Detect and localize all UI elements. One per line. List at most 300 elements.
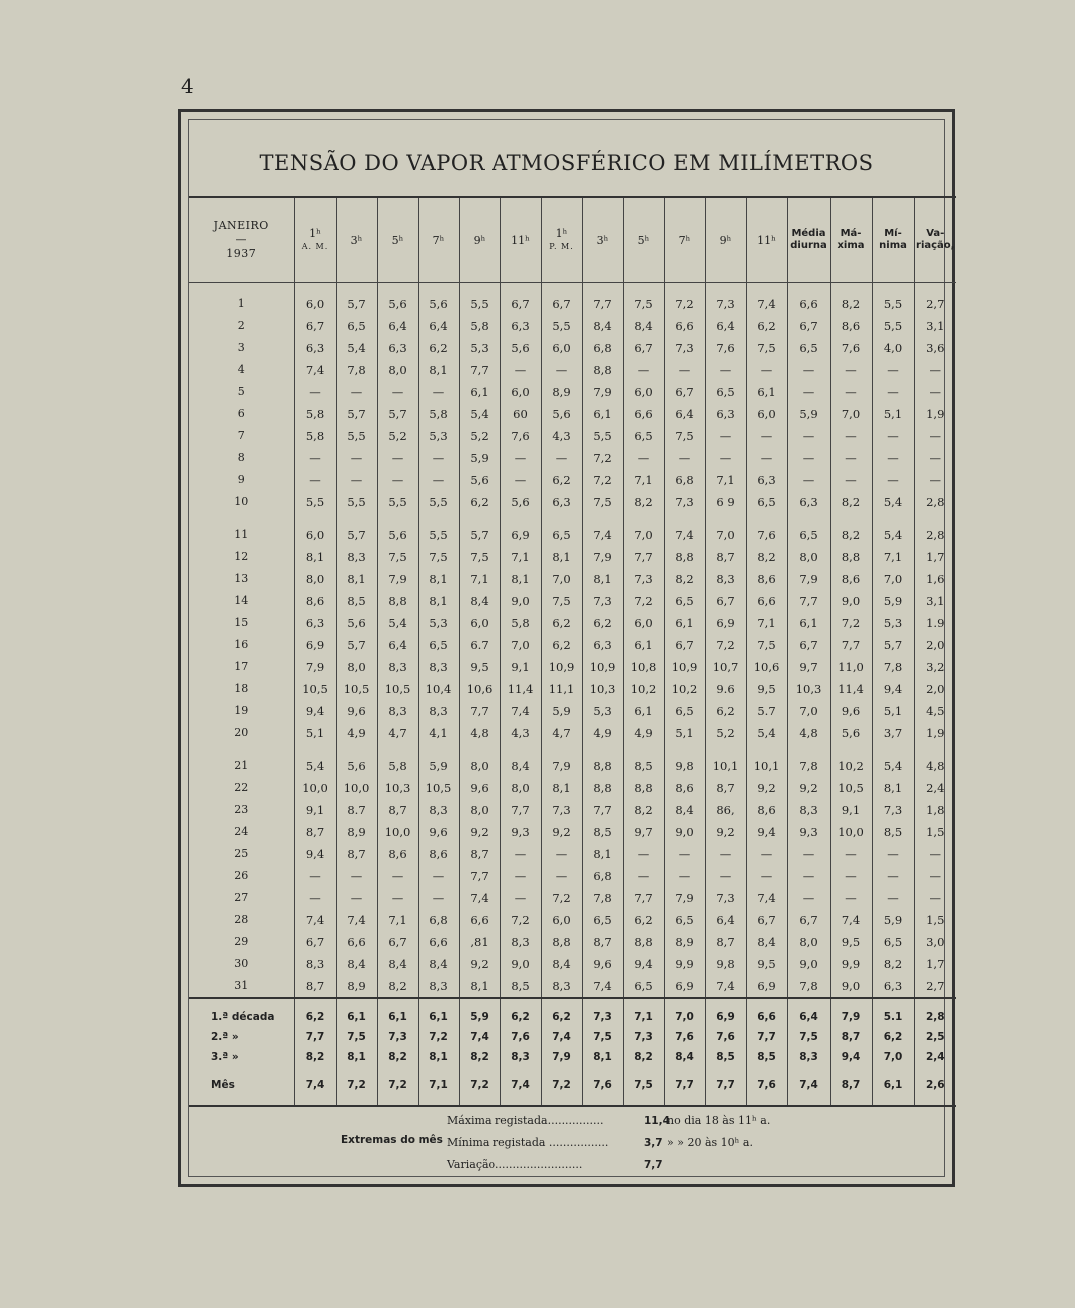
value-cell: — bbox=[705, 865, 746, 887]
vapor-tension-table bbox=[189, 196, 956, 1107]
value-cell: 5,6 bbox=[830, 722, 872, 744]
day-cell: 26 bbox=[234, 869, 249, 882]
value-cell: 1.9 bbox=[914, 612, 956, 634]
value-cell: — bbox=[787, 447, 830, 469]
value-cell: 7,6 bbox=[500, 425, 541, 447]
summary-value-cell: 7,5 bbox=[787, 1027, 830, 1047]
value-cell: — bbox=[418, 887, 459, 909]
table-row bbox=[189, 700, 956, 722]
summary-value-cell: 7,5 bbox=[336, 1027, 377, 1047]
table-row bbox=[189, 425, 956, 447]
day-cell: 16 bbox=[234, 638, 249, 651]
value-cell: — bbox=[500, 843, 541, 865]
table-row bbox=[189, 590, 956, 612]
summary-label: 2.ª » bbox=[211, 1031, 239, 1043]
value-cell: 6,2 bbox=[623, 909, 664, 931]
value-cell: 5,2 bbox=[705, 722, 746, 744]
table-row bbox=[189, 568, 956, 590]
day-cell: 30 bbox=[234, 957, 249, 970]
value-cell: 86, bbox=[705, 799, 746, 821]
table-row bbox=[189, 909, 956, 931]
value-cell: — bbox=[787, 425, 830, 447]
value-cell: 7,1 bbox=[872, 546, 914, 568]
value-cell: — bbox=[500, 887, 541, 909]
column-header bbox=[623, 197, 664, 283]
value-cell: 6,5 bbox=[623, 975, 664, 998]
value-cell: 6,6 bbox=[459, 909, 500, 931]
summary-value-cell: 6,1 bbox=[872, 1067, 914, 1106]
value-cell: 5,3 bbox=[418, 425, 459, 447]
value-cell: 6,3 bbox=[787, 491, 830, 513]
decade-gap bbox=[189, 744, 956, 755]
table-row bbox=[189, 799, 956, 821]
summary-value-cell: 8,4 bbox=[664, 1047, 705, 1067]
value-cell: 5,6 bbox=[377, 283, 418, 316]
value-cell: 2,0 bbox=[914, 634, 956, 656]
value-cell: — bbox=[294, 469, 336, 491]
value-cell: 9,0 bbox=[787, 953, 830, 975]
summary-value-cell: 7,9 bbox=[830, 998, 872, 1027]
value-cell: — bbox=[830, 381, 872, 403]
value-cell: — bbox=[746, 447, 787, 469]
table-row bbox=[189, 887, 956, 909]
value-cell: 6,0 bbox=[459, 612, 500, 634]
value-cell: — bbox=[830, 425, 872, 447]
value-cell: 6,7 bbox=[664, 634, 705, 656]
value-cell: 5,4 bbox=[459, 403, 500, 425]
value-cell: 7,4 bbox=[746, 887, 787, 909]
table-row bbox=[189, 843, 956, 865]
value-cell: 2,7 bbox=[914, 283, 956, 316]
value-cell: 8,3 bbox=[336, 546, 377, 568]
summary-value-cell: 8,5 bbox=[705, 1047, 746, 1067]
value-cell: 9,3 bbox=[500, 821, 541, 843]
value-cell: 6,3 bbox=[500, 315, 541, 337]
column-header-label: Má- xima bbox=[837, 228, 865, 251]
summary-label: Mês bbox=[189, 1067, 294, 1106]
value-cell: 6,2 bbox=[541, 469, 582, 491]
value-cell: 5,4 bbox=[872, 491, 914, 513]
value-cell: 9,2 bbox=[705, 821, 746, 843]
summary-value-cell: 7,6 bbox=[664, 1027, 705, 1047]
value-cell: 7,7 bbox=[582, 799, 623, 821]
value-cell: 5,5 bbox=[336, 491, 377, 513]
value-cell: 10,9 bbox=[582, 656, 623, 678]
value-cell: 8,1 bbox=[582, 843, 623, 865]
value-cell: 8,6 bbox=[418, 843, 459, 865]
value-cell: 5,9 bbox=[459, 447, 500, 469]
value-cell: — bbox=[872, 359, 914, 381]
column-header bbox=[914, 197, 956, 283]
table-row bbox=[189, 777, 956, 799]
summary-value-cell: 8,1 bbox=[336, 1047, 377, 1067]
value-cell: — bbox=[418, 865, 459, 887]
value-cell: 8,3 bbox=[294, 953, 336, 975]
value-cell: 8,4 bbox=[336, 953, 377, 975]
value-cell: — bbox=[705, 359, 746, 381]
value-cell: 5,5 bbox=[377, 491, 418, 513]
value-cell: 5,1 bbox=[294, 722, 336, 744]
value-cell: 7,5 bbox=[623, 283, 664, 316]
summary-value-cell: 7,1 bbox=[623, 998, 664, 1027]
summary-value-cell: 9,4 bbox=[830, 1047, 872, 1067]
value-cell: 6,9 bbox=[500, 524, 541, 546]
value-cell: 6,0 bbox=[294, 524, 336, 546]
value-cell: 6,3 bbox=[294, 612, 336, 634]
value-cell: 6,9 bbox=[294, 634, 336, 656]
value-cell: 5,5 bbox=[582, 425, 623, 447]
value-cell: 6,7 bbox=[705, 590, 746, 612]
value-cell: 7,9 bbox=[582, 381, 623, 403]
value-cell: 7,0 bbox=[872, 568, 914, 590]
summary-value-cell: 7,6 bbox=[746, 1067, 787, 1106]
value-cell: 8,6 bbox=[294, 590, 336, 612]
decade-summary-row bbox=[189, 1027, 956, 1047]
summary-value-cell: 7,7 bbox=[294, 1027, 336, 1047]
value-cell: 8.7 bbox=[336, 799, 377, 821]
value-cell: 9,6 bbox=[459, 777, 500, 799]
summary-value-cell: 7,4 bbox=[541, 1027, 582, 1047]
value-cell: 4,3 bbox=[541, 425, 582, 447]
value-cell: 7,2 bbox=[830, 612, 872, 634]
value-cell: 8,1 bbox=[459, 975, 500, 998]
summary-value-cell: 7,7 bbox=[746, 1027, 787, 1047]
value-cell: 8,2 bbox=[830, 283, 872, 316]
summary-value-cell: 7,6 bbox=[705, 1027, 746, 1047]
value-cell: — bbox=[294, 865, 336, 887]
value-cell: 8,2 bbox=[664, 568, 705, 590]
value-cell: 10,6 bbox=[746, 656, 787, 678]
value-cell: — bbox=[830, 469, 872, 491]
column-header-label: 7ʰ bbox=[432, 233, 445, 247]
value-cell: 9,4 bbox=[746, 821, 787, 843]
value-cell: — bbox=[787, 843, 830, 865]
value-cell: — bbox=[746, 843, 787, 865]
table-row bbox=[189, 678, 956, 700]
column-header bbox=[336, 197, 377, 283]
value-cell: 7,9 bbox=[377, 568, 418, 590]
value-cell: 6,5 bbox=[746, 491, 787, 513]
table-row bbox=[189, 755, 956, 777]
value-cell: 5,6 bbox=[459, 469, 500, 491]
value-cell: — bbox=[336, 381, 377, 403]
value-cell: 9,2 bbox=[746, 777, 787, 799]
value-cell: 7,0 bbox=[541, 568, 582, 590]
summary-value-cell: 6,1 bbox=[377, 998, 418, 1027]
value-cell: 1,9 bbox=[914, 722, 956, 744]
value-cell: — bbox=[377, 381, 418, 403]
value-cell: 7,1 bbox=[746, 612, 787, 634]
value-cell: 5,8 bbox=[294, 403, 336, 425]
column-header-label: 11ʰ bbox=[757, 233, 776, 247]
value-cell: 6,7 bbox=[377, 931, 418, 953]
value-cell: 7,2 bbox=[582, 447, 623, 469]
table-row bbox=[189, 469, 956, 491]
column-header-sublabel: P. M. bbox=[549, 242, 574, 251]
value-cell: 3,0 bbox=[914, 931, 956, 953]
value-cell: 8,1 bbox=[582, 568, 623, 590]
value-cell: 3,7 bbox=[872, 722, 914, 744]
value-cell: 1,5 bbox=[914, 821, 956, 843]
value-cell: 9,5 bbox=[459, 656, 500, 678]
table-row bbox=[189, 359, 956, 381]
value-cell: 8,3 bbox=[418, 700, 459, 722]
value-cell: 9,6 bbox=[830, 700, 872, 722]
value-cell: 8,2 bbox=[830, 491, 872, 513]
value-cell: 5,3 bbox=[872, 612, 914, 634]
column-header bbox=[872, 197, 914, 283]
value-cell: 11,4 bbox=[830, 678, 872, 700]
value-cell: 7,7 bbox=[623, 546, 664, 568]
column-header-label: Va- riação, bbox=[916, 228, 955, 251]
value-cell: 6,9 bbox=[746, 975, 787, 998]
summary-value-cell: 6,1 bbox=[418, 998, 459, 1027]
value-cell: 9,4 bbox=[294, 700, 336, 722]
variation-label: Variação......................... bbox=[447, 1158, 583, 1171]
value-cell: — bbox=[294, 381, 336, 403]
column-header-label: 1ʰ bbox=[309, 227, 321, 240]
column-header bbox=[746, 197, 787, 283]
value-cell: 7,8 bbox=[787, 755, 830, 777]
value-cell: 5,6 bbox=[500, 337, 541, 359]
value-cell: 5,5 bbox=[872, 315, 914, 337]
day-cell: 6 bbox=[237, 407, 245, 420]
value-cell: 7,4 bbox=[336, 909, 377, 931]
value-cell: 5,6 bbox=[541, 403, 582, 425]
table-row bbox=[189, 975, 956, 998]
summary-value-cell: 8,2 bbox=[377, 1047, 418, 1067]
max-label: Máxima registada................ bbox=[447, 1114, 604, 1127]
value-cell: 8,3 bbox=[705, 568, 746, 590]
value-cell: 8,4 bbox=[541, 953, 582, 975]
value-cell: 4,8 bbox=[459, 722, 500, 744]
table-row bbox=[189, 931, 956, 953]
value-cell: — bbox=[705, 843, 746, 865]
value-cell: 9,6 bbox=[418, 821, 459, 843]
value-cell: 6,7 bbox=[664, 381, 705, 403]
value-cell: 6,7 bbox=[294, 315, 336, 337]
value-cell: 8,4 bbox=[418, 953, 459, 975]
value-cell: 7,4 bbox=[830, 909, 872, 931]
value-cell: 9,0 bbox=[664, 821, 705, 843]
value-cell: 10,0 bbox=[377, 821, 418, 843]
value-cell: 5,4 bbox=[872, 524, 914, 546]
value-cell: 7,2 bbox=[705, 634, 746, 656]
value-cell: 3,1 bbox=[914, 315, 956, 337]
value-cell: 6,0 bbox=[746, 403, 787, 425]
value-cell: 1,5 bbox=[914, 909, 956, 931]
value-cell: 7,4 bbox=[294, 909, 336, 931]
value-cell: 5,9 bbox=[418, 755, 459, 777]
value-cell: — bbox=[914, 843, 956, 865]
table-row bbox=[189, 491, 956, 513]
value-cell: 1,8 bbox=[914, 799, 956, 821]
column-header bbox=[787, 197, 830, 283]
value-cell: 6,4 bbox=[664, 403, 705, 425]
value-cell: 8,7 bbox=[294, 975, 336, 998]
table-row bbox=[189, 612, 956, 634]
value-cell: 5,5 bbox=[336, 425, 377, 447]
value-cell: 6,3 bbox=[294, 337, 336, 359]
value-cell: 5,7 bbox=[336, 403, 377, 425]
value-cell: 1,7 bbox=[914, 953, 956, 975]
summary-value-cell: 2,4 bbox=[914, 1047, 956, 1067]
value-cell: — bbox=[664, 359, 705, 381]
value-cell: 6,0 bbox=[541, 909, 582, 931]
value-cell: 7,0 bbox=[705, 524, 746, 546]
value-cell: 8,1 bbox=[872, 777, 914, 799]
value-cell: 5,8 bbox=[459, 315, 500, 337]
value-cell: 6,7 bbox=[787, 909, 830, 931]
value-cell: 6.7 bbox=[459, 634, 500, 656]
value-cell: 7,2 bbox=[664, 283, 705, 316]
value-cell: 7,3 bbox=[705, 887, 746, 909]
value-cell: 5,7 bbox=[459, 524, 500, 546]
value-cell: 3,6 bbox=[914, 337, 956, 359]
value-cell: — bbox=[500, 359, 541, 381]
value-cell: 7,5 bbox=[582, 491, 623, 513]
summary-value-cell: 7,5 bbox=[582, 1027, 623, 1047]
table-row bbox=[189, 953, 956, 975]
value-cell: 5,5 bbox=[872, 283, 914, 316]
value-cell: 8,6 bbox=[830, 568, 872, 590]
value-cell: 6,3 bbox=[541, 491, 582, 513]
value-cell: 9,7 bbox=[623, 821, 664, 843]
value-cell: 8,0 bbox=[294, 568, 336, 590]
value-cell: 8,7 bbox=[705, 546, 746, 568]
column-header-sublabel: A. M. bbox=[301, 242, 329, 251]
value-cell: 7,5 bbox=[418, 546, 459, 568]
column-header-label: Mí- nima bbox=[879, 228, 907, 251]
summary-value-cell: 6,2 bbox=[294, 998, 336, 1027]
column-header bbox=[500, 197, 541, 283]
value-cell: 8,3 bbox=[541, 975, 582, 998]
value-cell: 5.7 bbox=[746, 700, 787, 722]
page-title: TENSÃO DO VAPOR ATMOSFÉRICO EM MILÍMETROS bbox=[259, 151, 874, 175]
value-cell: 8,4 bbox=[664, 799, 705, 821]
summary-value-cell: 2,6 bbox=[914, 1067, 956, 1106]
value-cell: 7,4 bbox=[459, 887, 500, 909]
value-cell: 5,1 bbox=[872, 403, 914, 425]
value-cell: — bbox=[294, 447, 336, 469]
value-cell: 9,0 bbox=[500, 590, 541, 612]
summary-value-cell: 8,2 bbox=[623, 1047, 664, 1067]
value-cell: 5,9 bbox=[872, 909, 914, 931]
column-header bbox=[377, 197, 418, 283]
value-cell: 8,3 bbox=[418, 799, 459, 821]
value-cell: — bbox=[377, 865, 418, 887]
day-cell: 1 bbox=[237, 297, 245, 310]
value-cell: 4,9 bbox=[623, 722, 664, 744]
value-cell: 11,1 bbox=[541, 678, 582, 700]
value-cell: 11,0 bbox=[830, 656, 872, 678]
value-cell: 9,1 bbox=[830, 799, 872, 821]
value-cell: 10,2 bbox=[664, 678, 705, 700]
value-cell: 6,0 bbox=[294, 283, 336, 316]
value-cell: — bbox=[872, 843, 914, 865]
value-cell: 6,3 bbox=[582, 634, 623, 656]
value-cell: — bbox=[872, 447, 914, 469]
value-cell: 5,8 bbox=[377, 755, 418, 777]
value-cell: 8,5 bbox=[500, 975, 541, 998]
value-cell: 10,5 bbox=[830, 777, 872, 799]
value-cell: 4,8 bbox=[787, 722, 830, 744]
value-cell: 6,1 bbox=[664, 612, 705, 634]
value-cell: — bbox=[787, 887, 830, 909]
value-cell: 7,2 bbox=[582, 469, 623, 491]
max-value: 11,4 bbox=[644, 1115, 670, 1127]
min-note: » » 20 às 10ʰ a. bbox=[667, 1136, 753, 1149]
day-cell: 27 bbox=[234, 891, 249, 904]
summary-label: 1.ª década bbox=[189, 998, 294, 1027]
value-cell: 2,7 bbox=[914, 975, 956, 998]
value-cell: 10,5 bbox=[418, 777, 459, 799]
value-cell: 5,5 bbox=[459, 283, 500, 316]
summary-value-cell: 5,9 bbox=[459, 998, 500, 1027]
value-cell: — bbox=[872, 469, 914, 491]
value-cell: 7,0 bbox=[787, 700, 830, 722]
value-cell: 7,3 bbox=[705, 283, 746, 316]
summary-value-cell: 7,4 bbox=[787, 1067, 830, 1106]
value-cell: 5,7 bbox=[336, 524, 377, 546]
value-cell: 7,4 bbox=[582, 524, 623, 546]
value-cell: 7,7 bbox=[500, 799, 541, 821]
value-cell: 1,9 bbox=[914, 403, 956, 425]
summary-value-cell: 6,1 bbox=[336, 998, 377, 1027]
value-cell: 7,7 bbox=[787, 590, 830, 612]
value-cell: 7,1 bbox=[377, 909, 418, 931]
value-cell: 6,9 bbox=[705, 612, 746, 634]
summary-value-cell: 8,2 bbox=[294, 1047, 336, 1067]
day-cell: 21 bbox=[234, 759, 249, 772]
value-cell: 6,7 bbox=[541, 283, 582, 316]
day-cell: 28 bbox=[234, 913, 249, 926]
value-cell: 7,4 bbox=[664, 524, 705, 546]
summary-value-cell: 6,6 bbox=[746, 998, 787, 1027]
value-cell: 10,0 bbox=[294, 777, 336, 799]
value-cell: 4,1 bbox=[418, 722, 459, 744]
day-cell: 31 bbox=[234, 979, 249, 992]
value-cell: 7,3 bbox=[623, 568, 664, 590]
value-cell: 6,2 bbox=[541, 612, 582, 634]
value-cell: 9,8 bbox=[705, 953, 746, 975]
value-cell: 5,3 bbox=[418, 612, 459, 634]
value-cell: — bbox=[746, 425, 787, 447]
value-cell: 8,1 bbox=[418, 359, 459, 381]
value-cell: 9,1 bbox=[500, 656, 541, 678]
value-cell: 9,2 bbox=[541, 821, 582, 843]
value-cell: 6,2 bbox=[418, 337, 459, 359]
value-cell: 10,0 bbox=[336, 777, 377, 799]
summary-value-cell: 8,2 bbox=[459, 1047, 500, 1067]
summary-value-cell: 7,2 bbox=[541, 1067, 582, 1106]
column-header-label: 7ʰ bbox=[678, 233, 691, 247]
value-cell: 7,6 bbox=[705, 337, 746, 359]
summary-value-cell: 7,2 bbox=[336, 1067, 377, 1106]
summary-value-cell: 5.1 bbox=[872, 998, 914, 1027]
summary-value-cell: 8,7 bbox=[830, 1067, 872, 1106]
value-cell: 7,9 bbox=[294, 656, 336, 678]
value-cell: 2,0 bbox=[914, 678, 956, 700]
summary-value-cell: 7,2 bbox=[377, 1067, 418, 1106]
value-cell: 8,7 bbox=[582, 931, 623, 953]
value-cell: — bbox=[664, 447, 705, 469]
value-cell: — bbox=[872, 425, 914, 447]
value-cell: 1,7 bbox=[914, 546, 956, 568]
value-cell: 6,2 bbox=[705, 700, 746, 722]
value-cell: 8,1 bbox=[418, 568, 459, 590]
value-cell: 9,0 bbox=[830, 975, 872, 998]
